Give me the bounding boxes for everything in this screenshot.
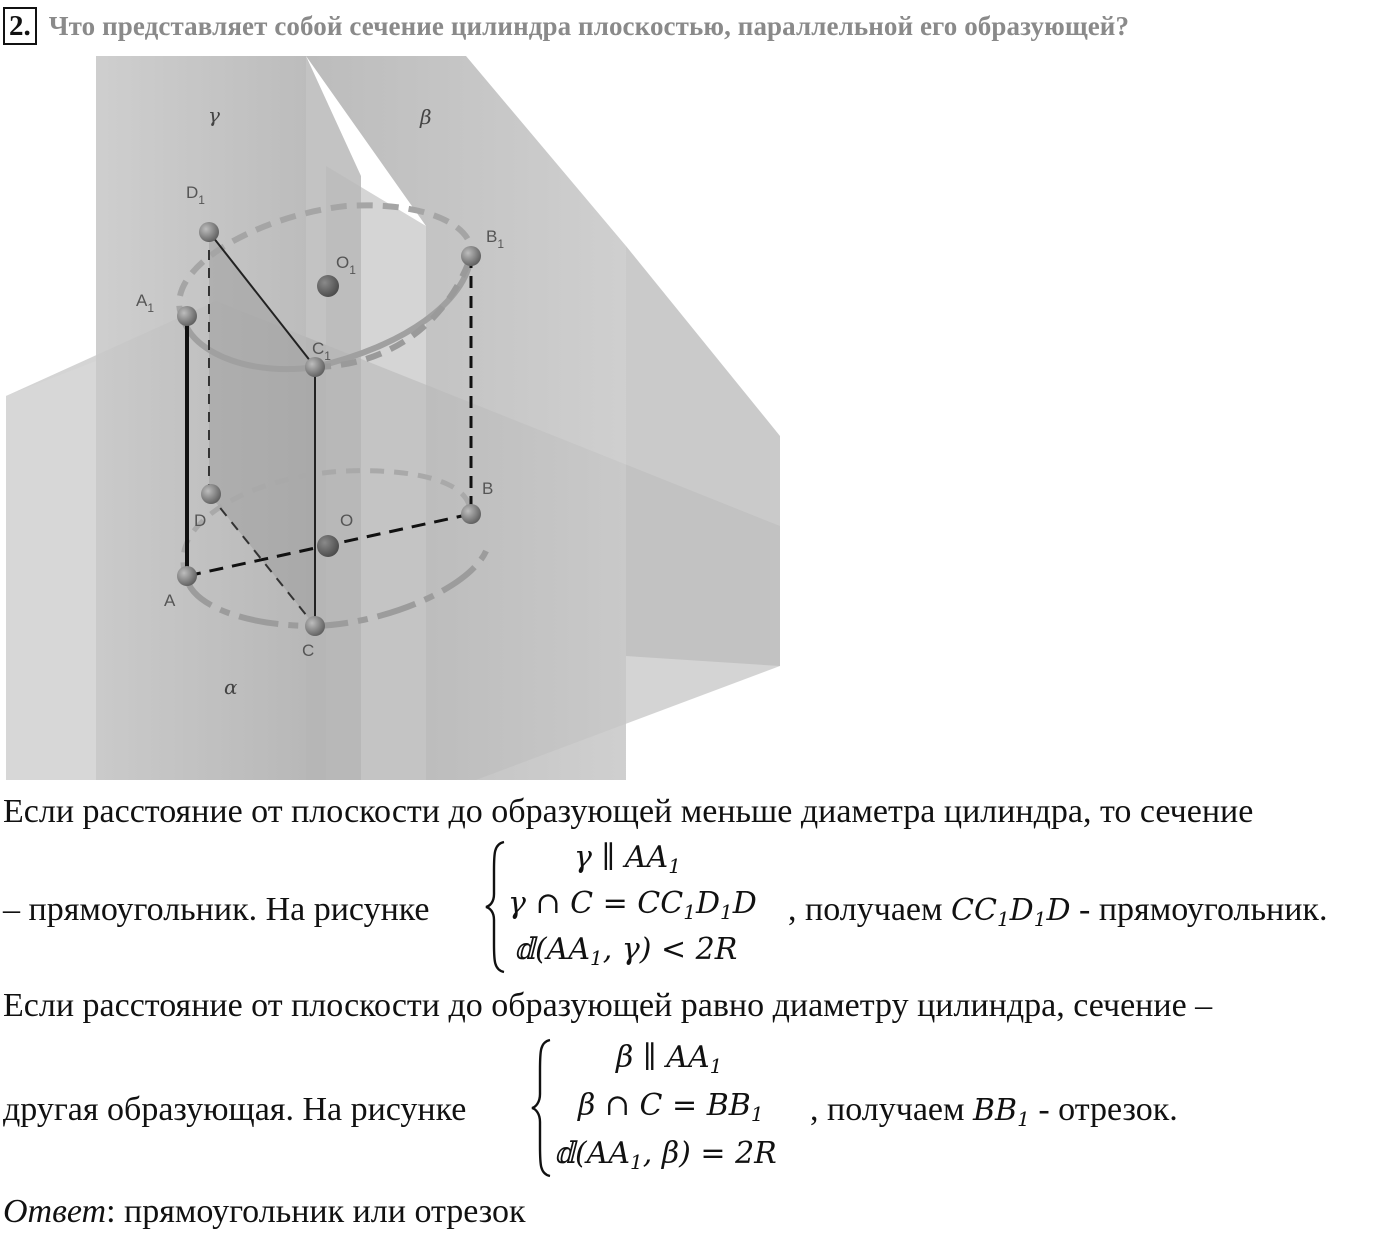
svg-text:A: A: [164, 591, 176, 610]
svg-text:A1: $A_1$: [136, 291, 155, 315]
answer-text: прямоугольник или отрезок: [115, 1193, 526, 1230]
point-A1: [177, 306, 197, 326]
case2-line2-text: другая образующая. На рисунке: [3, 1091, 467, 1128]
label-gamma: γ: [208, 103, 220, 127]
answer-label: Ответ: [3, 1193, 107, 1230]
question-number: 2.: [3, 7, 37, 45]
case2-brace: [530, 1038, 554, 1178]
svg-text:C: C: [302, 641, 315, 660]
cylinder-figure: [6, 56, 780, 780]
point-C: [305, 616, 325, 636]
label-beta: β: [420, 105, 432, 129]
label-alpha: α: [224, 675, 238, 699]
case1-line2-text: – прямоугольник. На рисунке: [3, 891, 430, 928]
svg-text:B1: $B_1$: [486, 227, 505, 251]
point-D: [201, 484, 221, 504]
case2-sys-row1: β ∥ $AA_1$: [616, 1040, 723, 1078]
question-text: Что представляет собой сечение цилиндра плоскостью, параллельной его образующей?: [48, 10, 1130, 41]
point-B: [461, 504, 481, 524]
case1-result: , получаем $CC_1D_1D$ - прямоугольник.: [788, 891, 1328, 931]
point-C1: [305, 357, 325, 377]
case1-sys-row3: $𝕕(AA_1$, γ) < 2R: [514, 932, 738, 970]
case1-line1: Если расстояние от плоскости до образующей меньше диаметра цилиндра, то сечение: [3, 793, 1254, 830]
answer-line: Ответ: прямоугольник или отрезок: [3, 1193, 526, 1230]
case2-sys-row3: $𝕕(AA_1$, β) = 2R: [554, 1136, 777, 1174]
point-O1: [317, 275, 339, 297]
point-O: [317, 535, 339, 557]
question-header: [3, 4, 1129, 48]
point-B1: [461, 246, 481, 266]
svg-text:C1: $C_1$: [312, 339, 331, 363]
case1-brace: [484, 840, 508, 974]
case1-sys-row1: γ ∥ $AA_1$: [574, 840, 681, 878]
case2-result: , получаем $BB_1$ - отрезок.: [810, 1091, 1178, 1131]
case2-line1: Если расстояние от плоскости до образующей равно диаметру цилиндра, сечение –: [3, 987, 1213, 1024]
svg-text:D: D: [194, 511, 207, 530]
svg-text:O1: $O_1$: [336, 253, 356, 277]
svg-text:O: O: [340, 511, 354, 530]
svg-text:D1: $D_1$: [186, 183, 205, 207]
case2-result-math: $BB_1$: [973, 1093, 1030, 1131]
point-D1: [199, 222, 219, 242]
svg-text:B: B: [482, 479, 494, 498]
point-A: [177, 566, 197, 586]
case2-sys-row2: β ∩ $C = BB_1$: [578, 1088, 764, 1126]
case1-result-math: $CC_1D_1D$: [951, 893, 1071, 931]
case1-sys-row2: γ ∩ $C = CC_1D_1D$: [508, 886, 757, 924]
